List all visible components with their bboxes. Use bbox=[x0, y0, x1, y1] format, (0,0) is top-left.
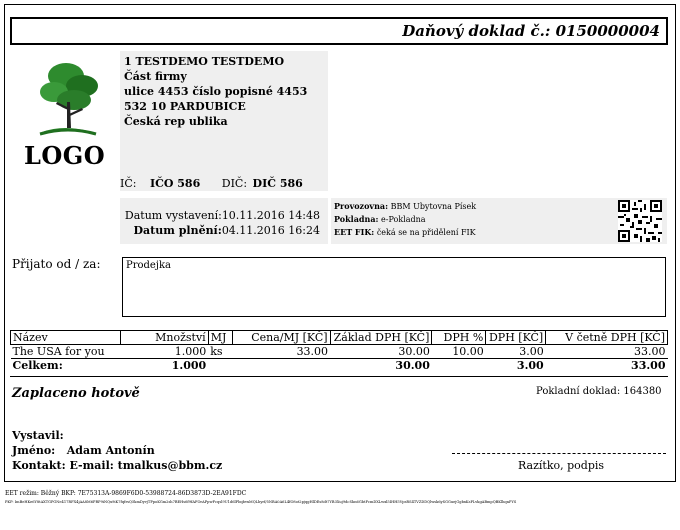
table-row bbox=[11, 345, 668, 359]
dic-label: DIČ: bbox=[221, 177, 248, 190]
supplier-part: Část firmy bbox=[124, 70, 187, 83]
issued-value: 10.11.2016 14:48 bbox=[221, 209, 320, 222]
col-header: DPH % bbox=[432, 331, 486, 345]
prov-label: Provozovna: bbox=[334, 201, 389, 211]
divider bbox=[10, 376, 668, 377]
received-box: Prodejka bbox=[122, 257, 666, 317]
eet-pkp: PKP: ImBeHKe6Y8tAXTGPGNe417RFX4jAA8M6PRP9iNQx9iK7fqfrsQ5kmDyvjTPpoKGm2sh7BEHs6f9fAFOrAPpwFcqsl9U1d6lPbqbvxMQLbyrf/5NBA0A6L4fO8ot2pjqgHlDEs8dt7YB3Xuj9dcShn6GbtFcmDXLwxl5IHH5VpsRS4TVZDDQlwsk6ySGGuejGgbxKsPLvkgABmpQBKlhqnPYS bbox=[5, 500, 517, 504]
col-header: Cena/MJ [KČ] bbox=[232, 331, 330, 345]
table-cell: 33.00 bbox=[634, 345, 666, 358]
col-header: Název bbox=[11, 331, 121, 345]
total-cell bbox=[232, 359, 330, 373]
received-label: Přijato od / za: bbox=[12, 257, 101, 271]
issuer-contact-label: Kontakt: bbox=[12, 459, 66, 472]
issuer-title: Vystavil: bbox=[12, 429, 64, 442]
tree-logo-icon bbox=[34, 58, 104, 138]
total-cell bbox=[208, 359, 232, 373]
prov-value: BBM Ubytovna Písek bbox=[390, 202, 477, 211]
supplier-street: ulice 4453 číslo popisné 4453 bbox=[124, 85, 308, 98]
fik-label: EET FIK: bbox=[334, 227, 375, 237]
issuer-name-label: Jméno: bbox=[12, 444, 56, 457]
ico-value: IČO 586 bbox=[149, 177, 201, 190]
cash-receipt-number: Pokladní doklad: 164380 bbox=[536, 386, 662, 397]
col-header: Základ DPH [KČ] bbox=[330, 331, 432, 345]
table-cell: The USA for you bbox=[12, 345, 105, 358]
ico-label: IČ: bbox=[120, 177, 137, 190]
items-table bbox=[10, 330, 668, 373]
taxable-label: Datum plnění: bbox=[133, 224, 222, 237]
fik-value: čeká se na přidělení FIK bbox=[376, 228, 476, 237]
col-header: V četně DPH [KČ] bbox=[546, 331, 668, 345]
table-cell: 30.00 bbox=[398, 345, 430, 358]
pokl-value: e-Pokladna bbox=[381, 215, 426, 224]
issuer-contact: E-mail: tmalkus@bbm.cz bbox=[69, 459, 223, 472]
pokl-label: Pokladna: bbox=[334, 214, 379, 224]
total-cell: 3.00 bbox=[486, 359, 546, 373]
col-header: Množství bbox=[120, 331, 208, 345]
table-cell: 10.00 bbox=[452, 345, 484, 358]
supplier-name: 1 TESTDEMO TESTDEMO bbox=[124, 55, 285, 68]
table-header-row bbox=[11, 331, 668, 345]
payment-method: Zaplaceno hotově bbox=[12, 386, 140, 401]
issuer-name: Adam Antonín bbox=[66, 444, 155, 457]
table-cell: 33.00 bbox=[296, 345, 329, 358]
dic-value: DIČ 586 bbox=[252, 177, 303, 190]
supplier-block bbox=[120, 51, 328, 191]
qr-code-icon bbox=[618, 200, 662, 242]
table-cell: ks bbox=[210, 345, 223, 358]
document-title: Daňový doklad č.: 0150000004 bbox=[10, 17, 668, 45]
establishment-block bbox=[331, 198, 667, 244]
logo-text: LOGO bbox=[24, 141, 106, 170]
supplier-ids bbox=[120, 177, 303, 190]
table-cell: 3.00 bbox=[519, 345, 544, 358]
supplier-country: Česká rep ublika bbox=[124, 115, 228, 128]
col-header: DPH [KČ] bbox=[486, 331, 546, 345]
col-header: MJ bbox=[208, 331, 232, 345]
eet-bkp: EET režim: Běžný BKP: 7E75313A-9869F6D0-53988724-86D3873D-2EA91FDC bbox=[5, 490, 247, 497]
issued-label: Datum vystavení: bbox=[124, 209, 222, 222]
stamp-label: Razítko, podpis bbox=[518, 459, 605, 472]
dates-block bbox=[120, 198, 328, 244]
taxable-value: 04.11.2016 16:24 bbox=[221, 224, 320, 237]
supplier-city: 532 10 PARDUBICE bbox=[124, 100, 246, 113]
total-cell: 30.00 bbox=[330, 359, 432, 373]
total-cell: Celkem: bbox=[11, 359, 121, 373]
signature-line bbox=[452, 453, 666, 454]
table-total-row bbox=[11, 359, 668, 373]
total-cell: 1.000 bbox=[120, 359, 208, 373]
total-cell: 33.00 bbox=[546, 359, 668, 373]
table-cell: 1.000 bbox=[174, 345, 207, 358]
issuer-block bbox=[12, 428, 222, 473]
total-cell bbox=[432, 359, 486, 373]
